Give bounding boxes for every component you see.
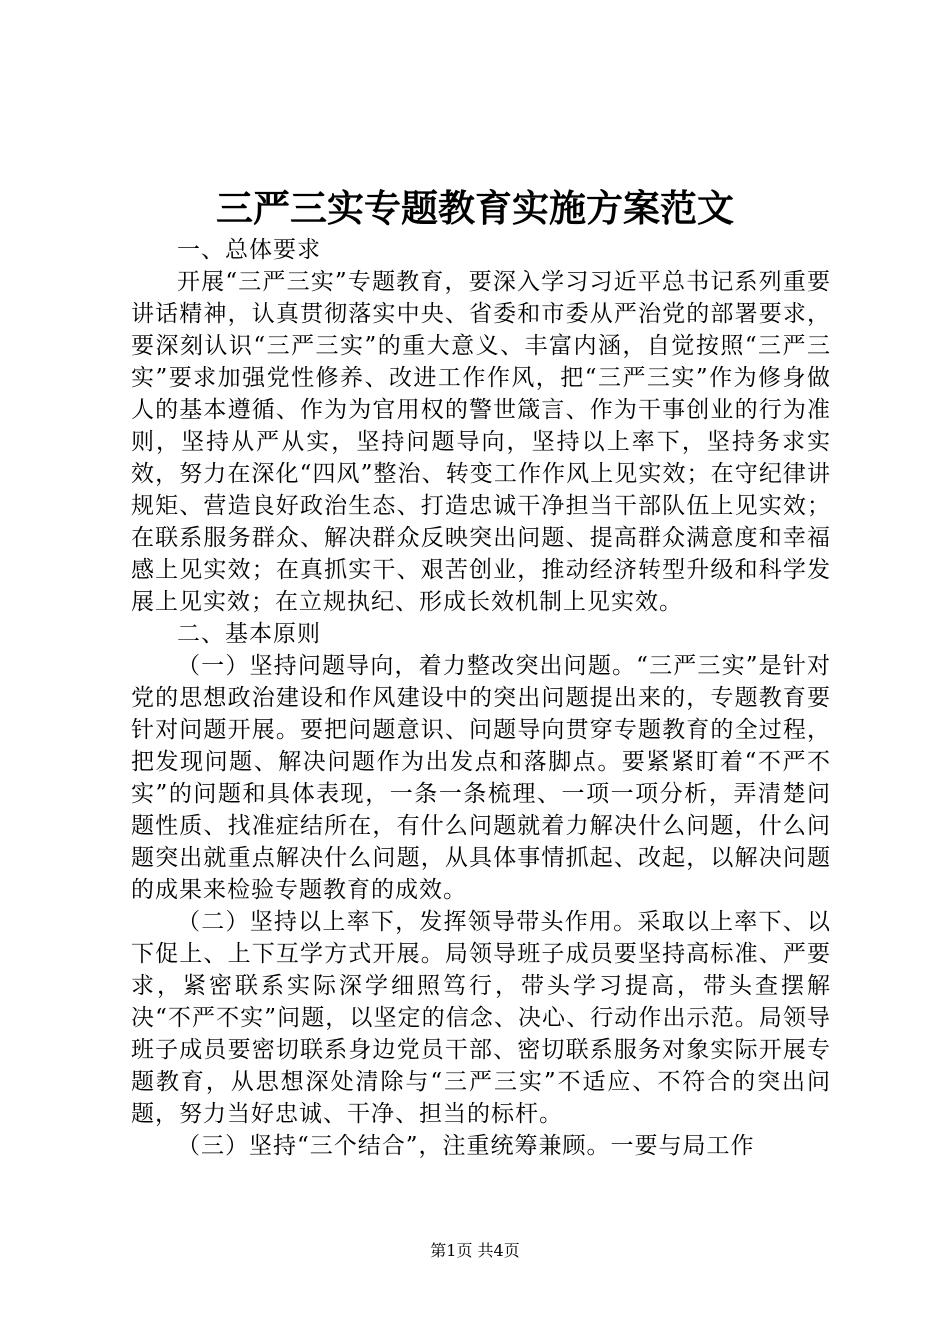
paragraph: 开展“三严三实”专题教育，要深入学习习近平总书记系列重要讲话精神，认真贯彻落实中央、省委和市委从严治党的部署要求，要深刻认识“三严三实”的重大意义、丰富内涵，自觉按照“三严三实”要求加强党性修养、改进工作作风，把“三严三实”作为修身做人的基本遵循、作为为官用权的警世箴言、作为干事创业的行为准则，坚持从严从实，坚持问题导向，坚持以上率下，坚持务求实效，努力在深化“四风”整治、转变工作作风上见实效；在守纪律讲规矩、营造良好政治生态、打造忠诚干净担当干部队伍上见实效；在联系服务群众、解决群众反映突出问题、提高群众满意度和幸福感上见实效；在真抓实干、艰苦创业，推动经济转型升级和科学发展上见实效；在立规执纪、形成长效机制上见实效。 (131, 269, 831, 615)
document-body (131, 234, 831, 1162)
section-heading: 二、基本原则 (177, 621, 321, 647)
page-number-footer: 第1页 共4页 (430, 1241, 520, 1260)
document-title: 三严三实专题教育实施方案范文 (216, 186, 734, 230)
paragraph: （一）坚持问题导向，着力整改突出问题。“三严三实”是针对党的思想政治建设和作风建设中的突出问题提出来的，专题教育要针对问题开展。要把问题意识、问题导向贯穿专题教育的全过程，把发现问题、解决问题作为出发点和落脚点。要紧紧盯着“不严不实”的问题和具体表现，一条一条梳理、一项一项分析，弄清楚问题性质、找准症结所在，有什么问题就着力解决什么问题，什么问题突出就重点解决什么问题，从具体事情抓起、改起，以解决问题的成果来检验专题教育的成效。 (131, 653, 831, 903)
paragraph: （三）坚持“三个结合”，注重统筹兼顾。一要与局工作 (177, 1133, 755, 1159)
section-heading: 一、总体要求 (177, 237, 321, 263)
paragraph: （二）坚持以上率下，发挥领导带头作用。采取以上率下、以下促上、上下互学方式开展。局领导班子成员要坚持高标准、严要求，紧密联系实际深学细照笃行，带头学习提高，带头查摆解决“不严不实”问题，以坚定的信念、决心、行动作出示范。局领导班子成员要密切联系身边党员干部、密切联系服务对象实际开展专题教育，从思想深处清除与“三严三实”不适应、不符合的突出问题，努力当好忠诚、干净、担当的标杆。 (131, 909, 831, 1127)
